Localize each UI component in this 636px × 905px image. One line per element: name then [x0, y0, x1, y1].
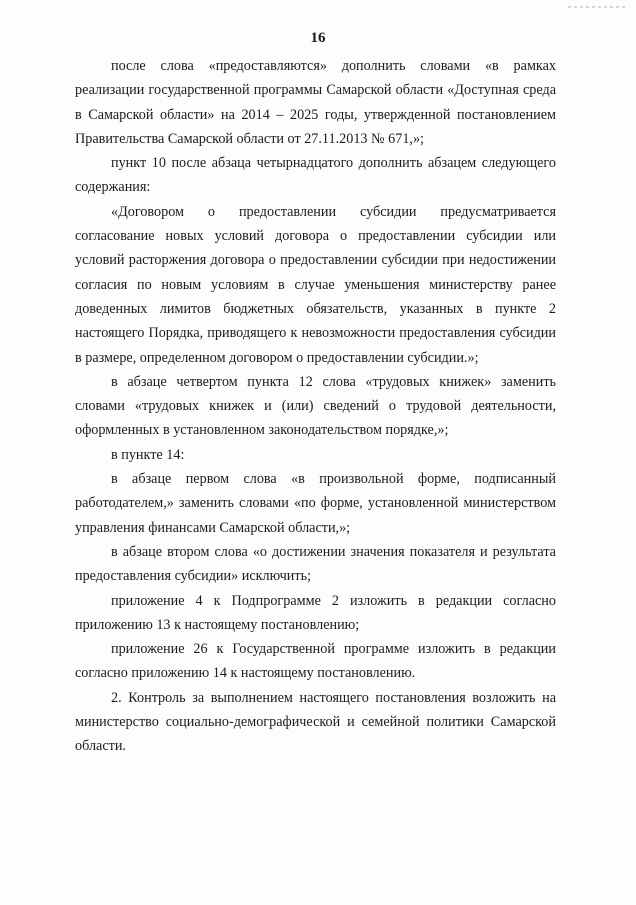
paragraph: приложение 26 к Государственной программе изложить в редакции согласно приложению 14 к настоящему постановлению.	[75, 641, 556, 682]
paragraph: пункт 10 после абзаца четырнадцатого дополнить абзацем следующего содержания:	[75, 155, 556, 196]
page-number: 16	[310, 30, 326, 46]
paragraph: в абзаце первом слова «в произвольной форме, подписанный работодателем,» заменить словами «по форме, установленной министерством управления финансами Самарской области,»;	[75, 471, 556, 536]
paragraph: в абзаце втором слова «о достижении значения показателя и результата предоставления субсидии» исключить;	[75, 543, 556, 585]
document-body	[75, 54, 556, 759]
scan-artifact	[568, 6, 628, 8]
paragraph: 2. Контроль за выполнением настоящего постановления возложить на министерство социально-демографической и семейной политики Самарской области.	[75, 689, 556, 755]
paragraph: в абзаце четвертом пункта 12 слова «трудовых книжек» заменить словами «трудовых книжек и (или) сведений о трудовой деятельности, оформленных в установленном законодательством порядке,»;	[75, 373, 556, 439]
paragraph: приложение 4 к Подпрограмме 2 изложить в редакции согласно приложению 13 к настоящему постановлению;	[75, 592, 556, 633]
paragraph: в пункте 14:	[111, 446, 185, 463]
paragraph: «Договором о предоставлении субсидии предусматривается согласование новых условий договора о предоставлении субсидии или условий расторжения договора о предоставлении субсидии при недостижении согласия по новым условиям в случае уменьшения министерству ранее доведенных лимитов бюджетных обязательств, указанных в пункте 2 настоящего Порядка, приводящего к невозможности предоставления субсидии в размере, определенном договором о предоставлении субсидии.»;	[75, 203, 556, 366]
paragraph: после слова «предоставляются» дополнить словами «в рамках реализации государственной программы Самарской области «Доступная среда в Самарской области» на 2014 – 2025 годы, утвержденной постановлением Правительства Самарской области от 27.11.2013 № 671,»;	[75, 58, 556, 147]
